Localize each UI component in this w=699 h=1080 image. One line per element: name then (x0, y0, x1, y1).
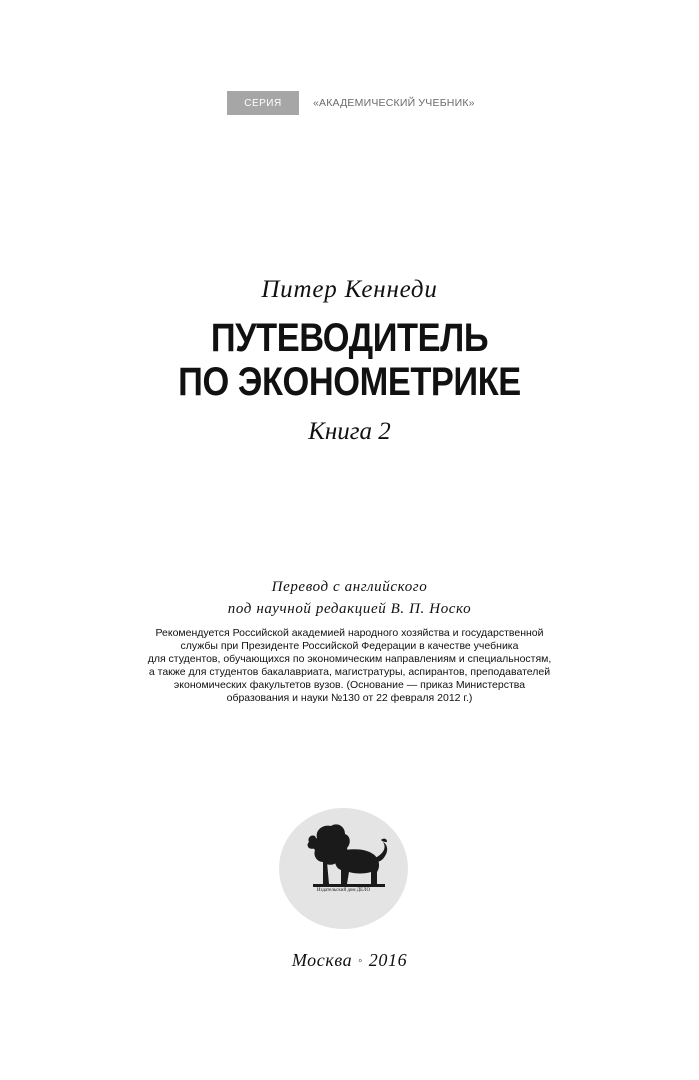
translation-line-1: Перевод с английского (271, 579, 428, 595)
imprint-city: Москва (291, 950, 353, 970)
recommendation-line: для студентов, обучающихся по экономическим направлениям и специальностям, (147, 653, 552, 665)
imprint-year: 2016 (368, 950, 408, 970)
book-title-line-1: ПУТЕВОДИТЕЛЬ (210, 316, 489, 360)
translation-line-2: под научной редакцией В. П. Носко (227, 601, 472, 617)
publisher-caption: Издательский дом ДЕЛО (316, 888, 371, 893)
book-volume: Книга 2 (308, 418, 391, 445)
translation-credit (0, 576, 699, 620)
recommendation-line: экономических факультетов вузов. (Основание — приказ Министерства (173, 679, 526, 691)
recommendation-text (100, 627, 599, 705)
recommendation-line: Рекомендуется Российской академией народного хозяйства и государственной (155, 627, 544, 639)
recommendation-line: а также для студентов бакалавриата, магистратуры, аспирантов, преподавателей (148, 666, 551, 678)
imprint (0, 950, 699, 971)
recommendation-line: образования и науки №130 от 22 февраля 2012 г.) (226, 692, 473, 704)
book-title-line-2: ПО ЭКОНОМЕТРИКЕ (178, 360, 521, 404)
imprint-separator: ◦ (358, 955, 363, 967)
author-name: Питер Кеннеди (261, 276, 438, 303)
publisher-logo (279, 808, 408, 929)
book-title (49, 316, 650, 404)
recommendation-line: службы при Президенте Российской Федерации в качестве учебника (180, 640, 519, 652)
lion-logo-icon (279, 808, 408, 929)
series-name: «АКАДЕМИЧЕСКИЙ УЧЕБНИК» (313, 97, 475, 109)
series-label: СЕРИЯ (227, 91, 299, 115)
series-header (227, 91, 475, 115)
